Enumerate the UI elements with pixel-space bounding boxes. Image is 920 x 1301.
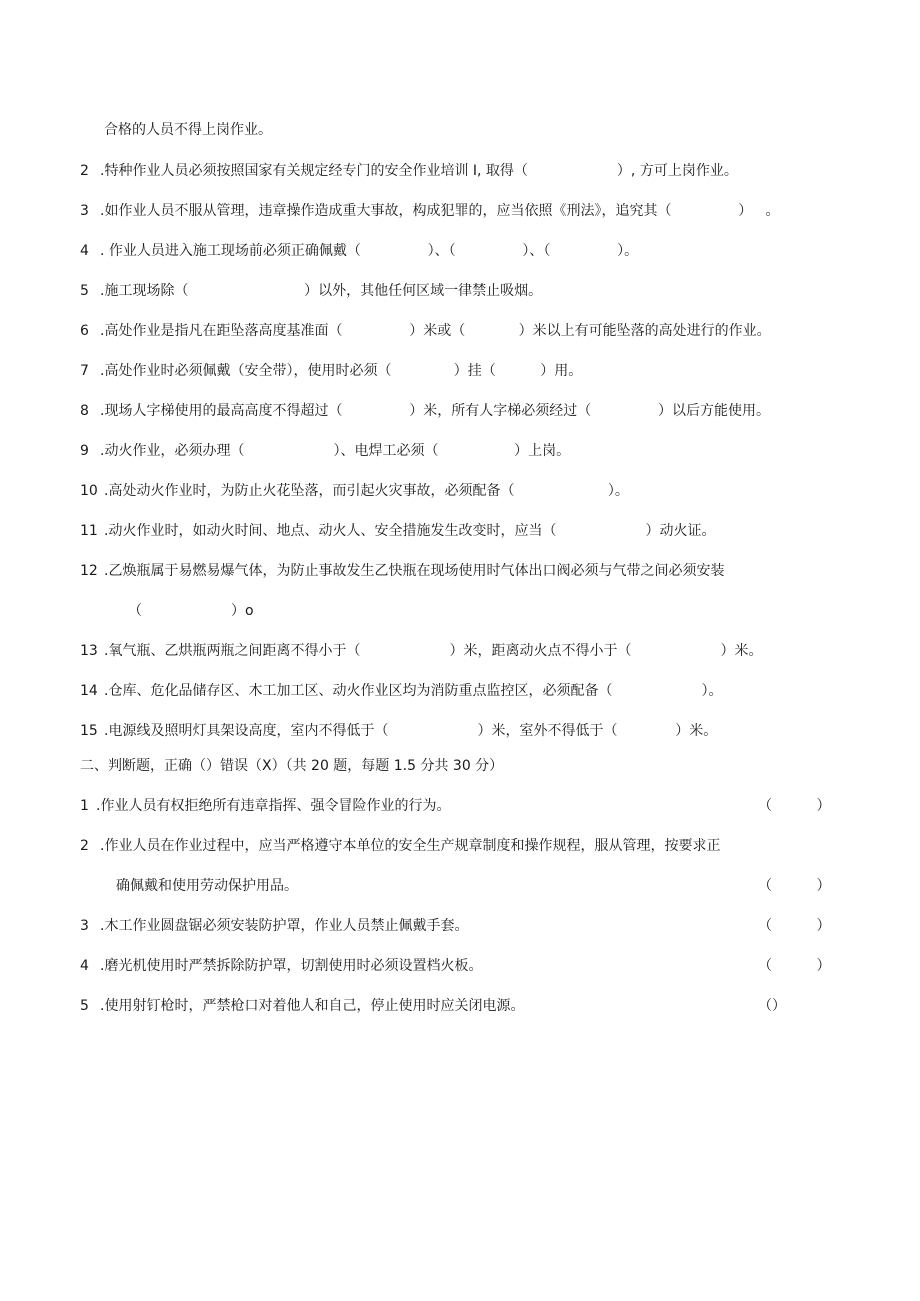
item-text: .动火作业时，如动火时间、地点、动火人、安全措施发生改变时，应当（ ）动火证。 [104, 523, 716, 539]
answer-blank[interactable]: （ ） [758, 878, 831, 894]
item-number: 4 [80, 243, 89, 259]
item-text: .电源线及照明灯具架设高度，室内不得低于（ ）米，室外不得低于（ ）米。 [104, 723, 718, 739]
item-number: 5 [80, 283, 89, 299]
item-text: .动火作业，必须办理（ ）、电焊工必须（ ）上岗。 [100, 443, 571, 459]
item-number: 7 [80, 363, 89, 379]
answer-blank[interactable]: （ ） [758, 958, 831, 974]
item-number: 11 [80, 523, 98, 539]
item-text: .仓库、危化品储存区、木工加工区、动火作业区均为消防重点监控区，必须配备（ ）。 [104, 683, 723, 699]
item-number: 12 [80, 563, 98, 579]
item-text: .现场人字梯使用的最高高度不得超过（ ）米，所有人字梯必须经过（ ）以后方能使用。 [100, 403, 770, 419]
item-number: 6 [80, 323, 89, 339]
item-number: 8 [80, 403, 89, 419]
item-number: 2 [80, 163, 89, 179]
item-text: .施工现场除（ ）以外，其他任何区域一律禁止吸烟。 [100, 283, 543, 299]
item-number: 10 [80, 483, 98, 499]
continuation-line: 合格的人员不得上岗作业。 [104, 122, 272, 138]
answer-blank[interactable]: （ ） [758, 798, 831, 814]
item-text: .使用射钉枪时，严禁枪口对着他人和自己，停止使用时应关闭电源。 [100, 998, 525, 1014]
item-text: .木工作业圆盘锯必须安装防护罩，作业人员禁止佩戴手套。 [100, 918, 469, 934]
item-text: .如作业人员不服从管理，违章操作造成重大事故，构成犯罪的，应当依照《刑法》，追究其（ ） 。 [100, 203, 780, 219]
item-number: 3 [80, 918, 89, 934]
answer-blank[interactable]: （） [758, 998, 786, 1014]
item-text: .特种作业人员必须按照国家有关规定经专门的安全作业培训 I, 取得（ ）, 方可上岗作业。 [100, 163, 738, 179]
item-text: .作业人员在作业过程中，应当严格遵守本单位的安全生产规章制度和操作规程，服从管理，按要求正 [100, 838, 721, 854]
item-number: 2 [80, 838, 89, 854]
item-text: （ ）o [128, 603, 254, 619]
item-text: .高处动火作业时，为防止火花坠落，而引起火灾事故，必须配备（ ）。 [104, 483, 629, 499]
answer-blank[interactable]: （ ） [758, 918, 831, 934]
item-number: 1 [80, 798, 89, 814]
item-number: 3 [80, 203, 89, 219]
item-text: .磨光机使用时严禁拆除防护罩，切割使用时必须设置档火板。 [100, 958, 483, 974]
item-number: 5 [80, 998, 89, 1014]
item-text: 确佩戴和使用劳动保护用品。 [116, 878, 298, 894]
item-text: .高处作业是指凡在距坠落高度基准面（ ）米或（ ）米以上有可能坠落的高处进行的作业。 [100, 323, 771, 339]
item-number: 9 [80, 443, 89, 459]
item-number: 14 [80, 683, 98, 699]
item-number: 13 [80, 643, 98, 659]
item-number: 4 [80, 958, 89, 974]
item-text: . 作业人员进入施工现场前必须正确佩戴（ ）、（ ）、（ ）。 [100, 243, 639, 259]
item-text: .高处作业时必须佩戴（安全带），使用时必须（ ）挂（ ）用。 [100, 363, 583, 379]
item-text: .乙焕瓶属于易燃易爆气体，为防止事故发生乙快瓶在现场使用时气体出口阀必须与气带之间必须安装 [104, 563, 725, 579]
item-number: 15 [80, 723, 98, 739]
section-title: 二、判断题，正确（）错误（X）（共 20 题，每题 1.5 分共 30 分） [80, 758, 504, 774]
item-text: .作业人员有权拒绝所有违章指挥、强令冒险作业的行为。 [96, 798, 451, 814]
item-text: .氧气瓶、乙烘瓶两瓶之间距离不得小于（ ）米，距离动火点不得小于（ ）米。 [104, 643, 763, 659]
